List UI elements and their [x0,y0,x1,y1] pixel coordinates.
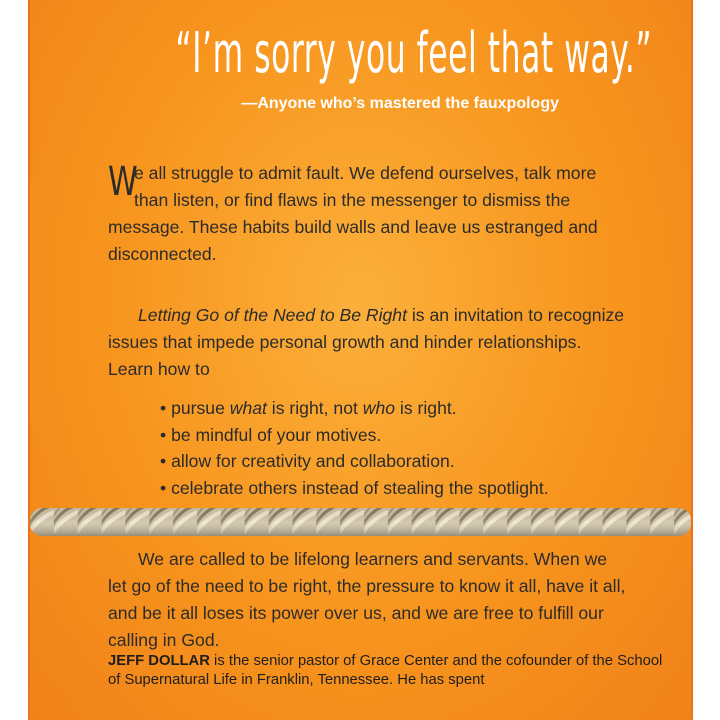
learn-list [160,395,549,501]
list-item: • be mindful of your motives. [160,422,549,449]
author-name: JEFF DOLLAR [108,653,210,669]
list-item: • pursue what is right, not who is right. [160,395,549,422]
list-item: • allow for creativity and collaboration. [160,448,549,475]
headline-quote: “I’m sorry you feel that way.” [175,21,653,86]
author-bio-text: is the senior pastor of Grace Center and the cofounder of the School of Supernatural Life in Franklin, Tennessee. He has spent [108,653,663,688]
quote-attribution: —Anyone who’s mastered the fauxpology [241,95,559,112]
drop-cap: W [108,159,138,205]
book-title: Letting Go of the Need to Be Right [138,305,407,325]
intro-paragraph [108,160,628,268]
intro-text: e all struggle to admit fault. We defend ourselves, talk more than listen, or find flaws in the messenger to dismiss the message. These habits build walls and leave us estranged and disconnected. [108,163,598,264]
invitation-paragraph [108,302,628,383]
rope-divider-icon [30,500,691,544]
invitation-text: is an invitation to recognize issues that impede personal growth and hinder relationships. Learn how to [108,305,625,379]
list-item: • celebrate others instead of stealing the spotlight. [160,475,549,502]
closing-paragraph: We are called to be lifelong learners and servants. When we let go of the need to be right, the pressure to know it all, have it all, and be it all loses its power over us, and we are free to fulfill our calling in God. [108,549,626,650]
back-cover [28,0,693,720]
author-bio [108,652,668,690]
